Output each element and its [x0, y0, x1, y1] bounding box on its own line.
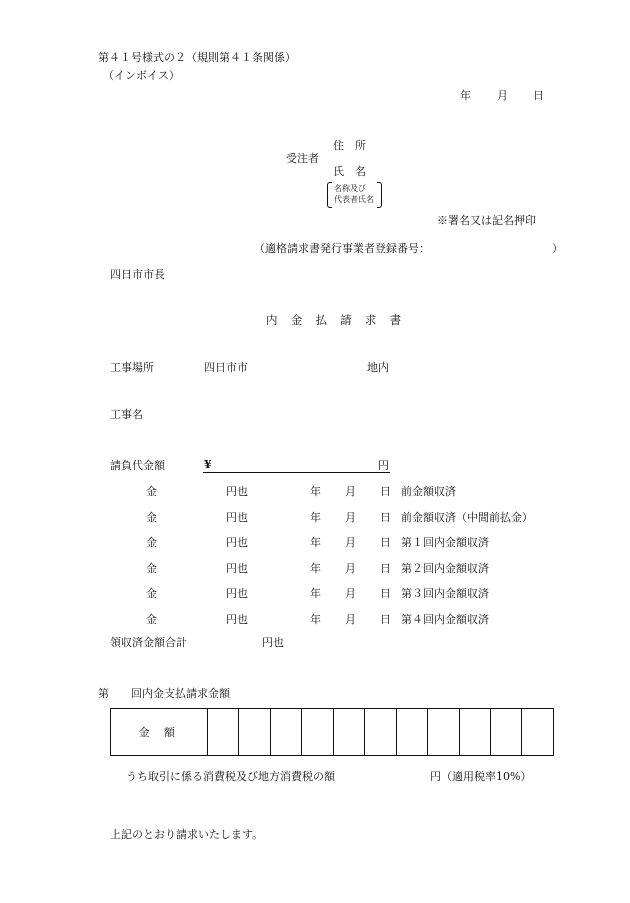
amount-digit-cell[interactable] [459, 709, 490, 756]
receipt-row-y: 年 [310, 587, 321, 600]
receipt-row-y: 年 [310, 536, 321, 549]
receipt-row-description: 前金額収済 [401, 485, 456, 498]
receipt-row-y: 年 [310, 510, 321, 524]
amount-digit-cell[interactable] [270, 709, 301, 756]
form-number: 第４１号様式の２（規則第４１条関係） [98, 51, 296, 64]
receipt-row-description: 第４回内金額収済 [401, 612, 489, 626]
amount-digit-cell[interactable] [522, 709, 554, 756]
receipt-row-description: 第１回内金額収済 [401, 536, 489, 549]
receipt-row-kin: 金 [146, 485, 157, 498]
receipt-row-y: 年 [310, 485, 321, 498]
receipt-row-description: 前金額収済（中間前払金） [401, 510, 533, 524]
receipt-row-description: 第２回内金額収済 [401, 561, 489, 575]
contract-amount-label: 請負代金額 [110, 459, 165, 472]
amount-digit-cell[interactable] [333, 709, 364, 756]
recipient: 四日市市長 [110, 268, 165, 281]
receipt-row-d: 日 [380, 536, 391, 549]
date-year: 年 [460, 89, 471, 102]
receipt-row-m: 月 [345, 612, 356, 626]
date-month: 月 [497, 89, 508, 102]
site-suffix: 地内 [367, 361, 389, 374]
receipt-row-kin: 金 [146, 510, 157, 524]
amount-digit-cell[interactable] [428, 709, 459, 756]
request-prefix: 第 [98, 687, 109, 700]
receipt-row-kin: 金 [146, 612, 157, 626]
tax-unit: 円（適用税率10%） [430, 770, 532, 783]
receipt-row-yen: 円也 [226, 587, 248, 600]
amount-digit-cell[interactable] [239, 709, 270, 756]
contractor-label: 受注者 [286, 152, 319, 165]
registration-number-close: ） [552, 242, 563, 255]
receipt-row-yen: 円也 [226, 485, 248, 498]
receipt-row-kin: 金 [146, 587, 157, 600]
receipt-row-yen: 円也 [226, 510, 248, 524]
yen-mark: ¥ [204, 458, 212, 471]
seal-note: ※署名又は記名押印 [437, 214, 536, 227]
receipt-row-m: 月 [345, 510, 356, 524]
registration-number-label: （適格請求書発行事業者登録番号： [254, 242, 430, 255]
closing-text: 上記のとおり請求いたします。 [110, 828, 264, 841]
name-note-line2: 代表者氏名 [334, 195, 374, 204]
site-label: 工事場所 [110, 361, 154, 374]
invoice-note: （インボイス） [103, 69, 180, 82]
site-city: 四日市市 [204, 361, 248, 374]
receipt-row-kin: 金 [146, 536, 157, 549]
total-received-unit: 円也 [262, 636, 284, 649]
receipt-row-d: 日 [380, 561, 391, 575]
contractor-name-label: 氏 名 [333, 165, 366, 178]
receipt-row-m: 月 [345, 485, 356, 498]
receipt-row-d: 日 [380, 587, 391, 600]
receipt-row-yen: 円也 [226, 612, 248, 626]
name-note-bracket-left [327, 182, 332, 208]
amount-digit-cell[interactable] [365, 709, 396, 756]
receipt-row-d: 日 [380, 510, 391, 524]
document-title: 内金払請求書 [266, 313, 415, 327]
amount-digit-cell[interactable] [396, 709, 427, 756]
amount-digit-cell[interactable] [302, 709, 333, 756]
amount-digit-cell[interactable] [490, 709, 521, 756]
receipt-row-yen: 円也 [226, 536, 248, 549]
tax-label: うち取引に係る消費税及び地方消費税の額 [126, 770, 335, 783]
receipt-row-description: 第３回内金額収済 [401, 587, 489, 600]
date-day: 日 [533, 89, 544, 102]
request-label: 回内金支払請求金額 [131, 687, 230, 700]
name-note-line1: 名称及び [334, 184, 366, 193]
name-note-bracket-right [377, 182, 382, 208]
contract-amount-underline [203, 472, 390, 473]
receipt-row-y: 年 [310, 561, 321, 575]
work-name-label: 工事名 [110, 408, 143, 421]
amount-table [110, 708, 554, 756]
receipt-row-m: 月 [345, 536, 356, 549]
total-received-label: 領収済金額合計 [110, 636, 187, 649]
amount-digit-cell[interactable] [207, 709, 238, 756]
receipt-row-y: 年 [310, 612, 321, 626]
contractor-address-label: 住 所 [333, 139, 366, 152]
receipt-row-d: 日 [380, 612, 391, 626]
amount-label: 金額 [111, 709, 208, 756]
receipt-row-d: 日 [380, 485, 391, 498]
receipt-row-m: 月 [345, 561, 356, 575]
receipt-row-m: 月 [345, 587, 356, 600]
yen-unit: 円 [378, 459, 389, 472]
receipt-row-kin: 金 [146, 561, 157, 575]
receipt-row-yen: 円也 [226, 561, 248, 575]
